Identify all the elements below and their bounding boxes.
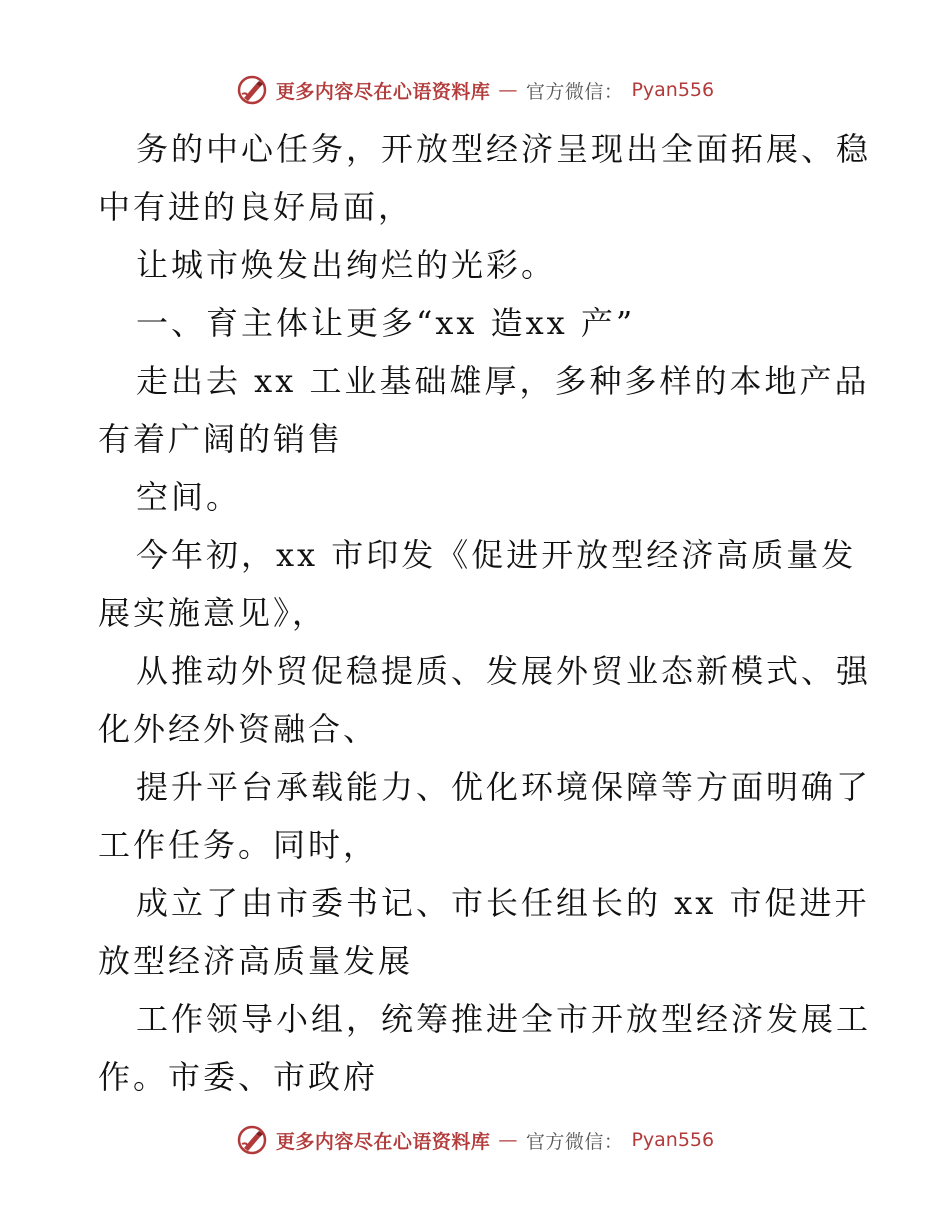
body-line: 工作领导小组，统筹推进全市开放型经济发展工 — [136, 1000, 872, 1038]
body-line: 务的中心任务，开放型经济呈现出全面拓展、稳 — [136, 130, 872, 168]
body-line: 化外经外资融合、 — [98, 710, 379, 748]
body-line: 今年初，xx 市印发《促进开放型经济高质量发 — [136, 536, 857, 574]
banner-dash: — — [498, 79, 518, 101]
body-line: 有着广阔的销售 — [98, 420, 344, 458]
body-line: 工作任务。同时， — [98, 826, 379, 864]
document-body — [98, 120, 872, 1106]
pen-logo-icon — [236, 1124, 268, 1156]
footer-banner — [0, 1120, 950, 1160]
pen-logo-icon — [236, 74, 268, 106]
body-line: 作。市委、市政府 — [98, 1058, 379, 1096]
banner-slogan: 更多内容尽在心语资料库 — [275, 1130, 491, 1153]
body-line: 从推动外贸促稳提质、发展外贸业态新模式、强 — [136, 652, 872, 690]
banner-wechat-label: 官方微信： — [525, 80, 624, 103]
body-line: 展实施意见》， — [98, 594, 328, 632]
banner-wechat-id: Pyan556 — [631, 79, 715, 101]
body-line: 成立了由市委书记、市长任组长的 xx 市促进开 — [136, 884, 870, 922]
body-line: 提升平台承载能力、优化环境保障等方面明确了 — [136, 768, 872, 806]
banner-wechat-label: 官方微信： — [525, 1130, 624, 1153]
body-line: 走出去 xx 工业基础雄厚，多种多样的本地产品 — [136, 362, 870, 400]
banner-wechat-id: Pyan556 — [631, 1129, 715, 1151]
body-line: 中有进的良好局面， — [98, 188, 414, 226]
section-heading: 一、育主体让更多“xx 造xx 产” — [136, 304, 636, 342]
body-line: 空间。 — [136, 478, 242, 516]
banner-dash: — — [498, 1129, 518, 1151]
header-banner — [0, 70, 950, 110]
banner-slogan: 更多内容尽在心语资料库 — [275, 80, 491, 103]
body-line: 放型经济高质量发展 — [98, 942, 414, 980]
body-line: 让城市焕发出绚烂的光彩。 — [136, 246, 557, 284]
